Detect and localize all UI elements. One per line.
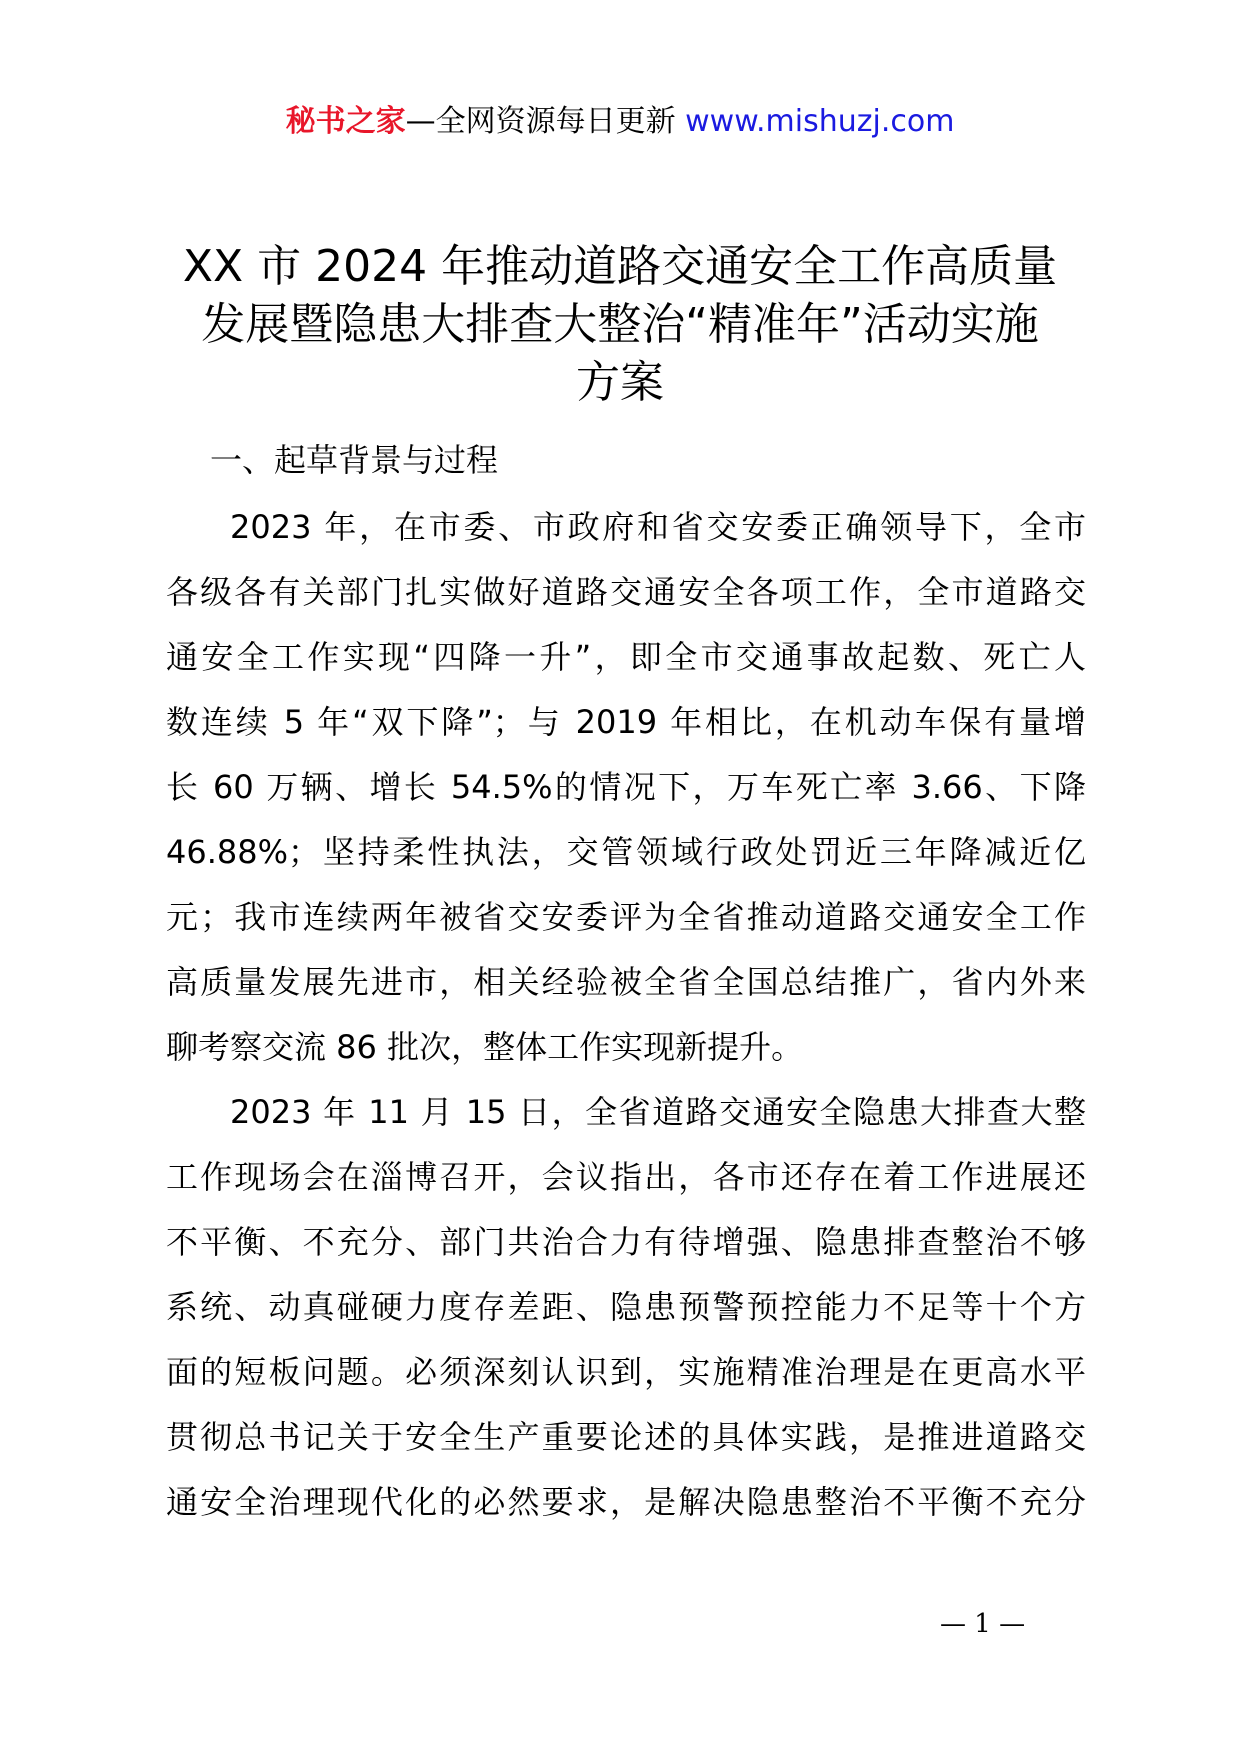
site-header	[0, 100, 1240, 144]
section-heading: 一、起草背景与过程	[210, 441, 499, 479]
title-line: XX 市 2024 年推动道路交通安全工作高质量	[182, 241, 1058, 292]
paragraph-line: 2023 年，在市委、市政府和省交安委正确领导下，全市	[230, 508, 1086, 546]
paragraph-line: 聊考察交流 86 批次，整体工作实现新提升。	[166, 1028, 804, 1066]
title-line: 发展暨隐患大排查大整治“精准年”活动实施	[201, 299, 1039, 350]
paragraph-line: 各级各有关部门扎实做好道路交通安全各项工作，全市道路交	[166, 573, 1086, 611]
site-brand: 秘书之家	[285, 104, 406, 139]
paragraph-line: 高质量发展先进市，相关经验被全省全国总结推广，省内外来	[166, 963, 1086, 1001]
body-paragraph	[166, 1080, 1086, 1535]
paragraph-line: 元；我市连续两年被省交安委评为全省推动道路交通安全工作	[166, 898, 1086, 936]
paragraph-line: 系统、动真碰硬力度存差距、隐患预警预控能力不足等十个方	[166, 1288, 1086, 1326]
title-line: 方案	[576, 357, 664, 408]
document-title	[150, 238, 1090, 412]
paragraph-line: 通安全工作实现“四降一升”，即全市交通事故起数、死亡人	[166, 638, 1086, 676]
paragraph-line: 面的短板问题。必须深刻认识到，实施精准治理是在更高水平	[166, 1353, 1086, 1391]
paragraph-line: 不平衡、不充分、部门共治合力有待增强、隐患排查整治不够	[166, 1223, 1086, 1261]
paragraph-line: 长 60 万辆、增长 54.5%的情况下，万车死亡率 3.66、下降	[166, 768, 1086, 806]
page-number: — 1 —	[940, 1609, 1026, 1639]
site-url-link[interactable]: www.mishuzj.com	[685, 104, 955, 139]
paragraph-line: 数连续 5 年“双下降”；与 2019 年相比，在机动车保有量增	[166, 703, 1086, 741]
site-tagline: —全网资源每日更新	[405, 104, 686, 139]
paragraph-line: 工作现场会在淄博召开，会议指出，各市还存在着工作进展还	[166, 1158, 1086, 1196]
paragraph-line: 2023 年 11 月 15 日，全省道路交通安全隐患大排查大整	[230, 1093, 1086, 1131]
body-paragraph	[166, 495, 1086, 1080]
paragraph-line: 贯彻总书记关于安全生产重要论述的具体实践，是推进道路交	[166, 1418, 1086, 1456]
paragraph-line: 通安全治理现代化的必然要求，是解决隐患整治不平衡不充分	[166, 1483, 1086, 1521]
paragraph-line: 46.88%；坚持柔性执法，交管领域行政处罚近三年降减近亿	[166, 833, 1086, 871]
